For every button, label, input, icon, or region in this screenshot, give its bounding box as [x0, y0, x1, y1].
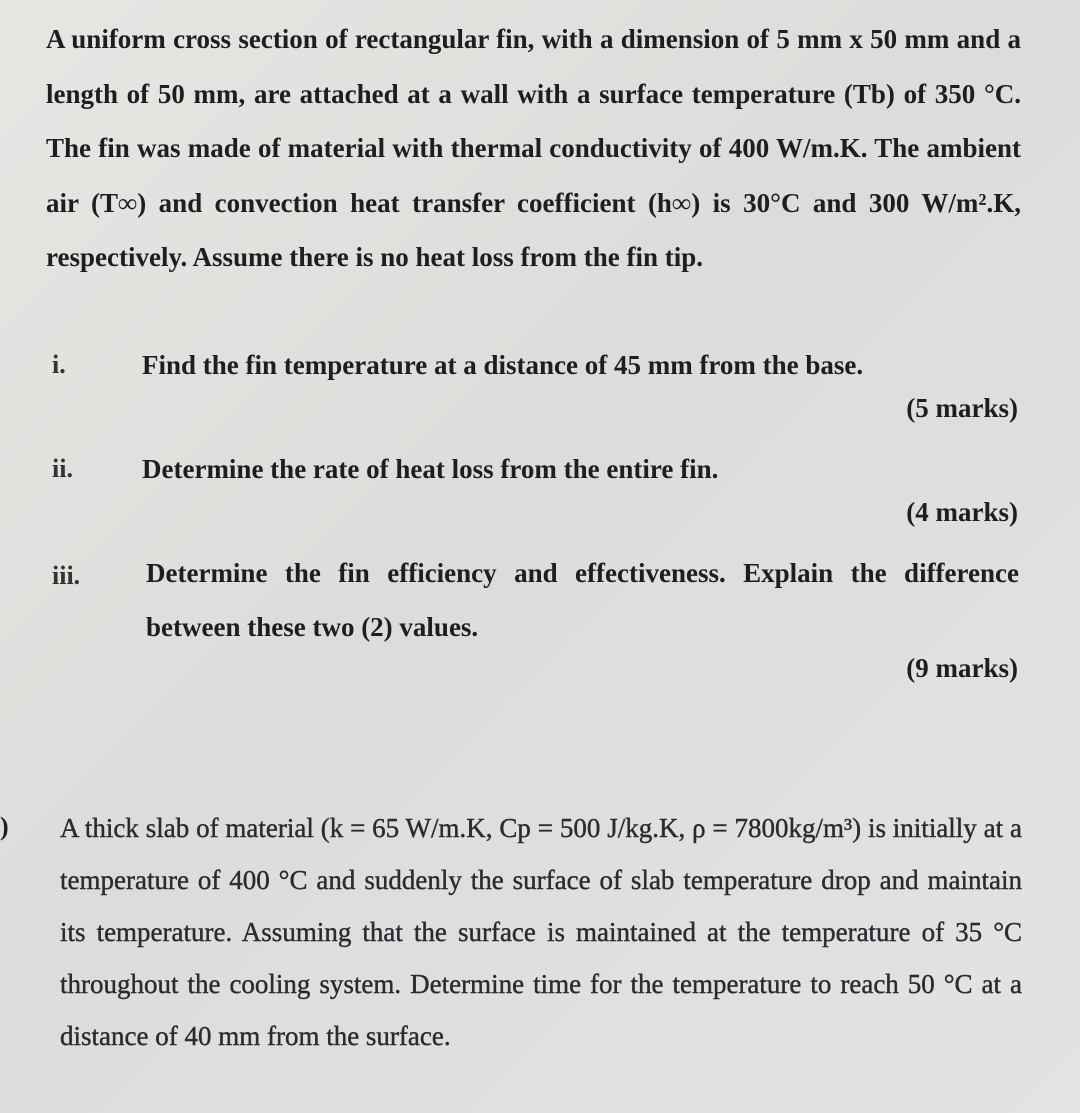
- part-i-number: i.: [52, 350, 66, 379]
- question-1-intro: A uniform cross section of rectangular fin, with a dimension of 5 mm x 50 mm and a length of 50 mm, are attached at a wall with a surface temperature (Tb) of 350 °C. The fin was made of material with thermal conductivity of 400 W/m.K. The ambient air (T∞) and convection heat transfer coefficient (h∞) is 30°C and 300 W/m².K, respectively. Assume there is no heat loss from the fin tip.: [46, 24, 1021, 272]
- part-i-marks: (5 marks): [906, 393, 1018, 423]
- part-ii-number: ii.: [52, 454, 73, 483]
- part-iii-marks: (9 marks): [906, 653, 1018, 683]
- part-i-text: Find the fin temperature at a distance of 45 mm from the base.: [142, 350, 864, 380]
- part-ii-marks: (4 marks): [906, 497, 1018, 527]
- question-2-text: A thick slab of material (k = 65 W/m.K, Cp = 500 J/kg.K, ρ = 7800kg/m³) is initially at a temperature of 400 °C and suddenly the surface of slab temperature drop and maintain its temperature. Assuming that the surface is maintained at the temperature of 35 °C throughout the cooling system. Determine time for the temperature to reach 50 °C at a distance of 40 mm from the surface.: [60, 813, 1022, 1051]
- part-iii-number: iii.: [52, 561, 81, 590]
- part-iii-text: Determine the fin efficiency and effectiveness. Explain the difference between these two (2) values.: [146, 558, 1019, 642]
- question-2-label: ): [0, 812, 9, 841]
- part-ii-text: Determine the rate of heat loss from the entire fin.: [142, 454, 719, 484]
